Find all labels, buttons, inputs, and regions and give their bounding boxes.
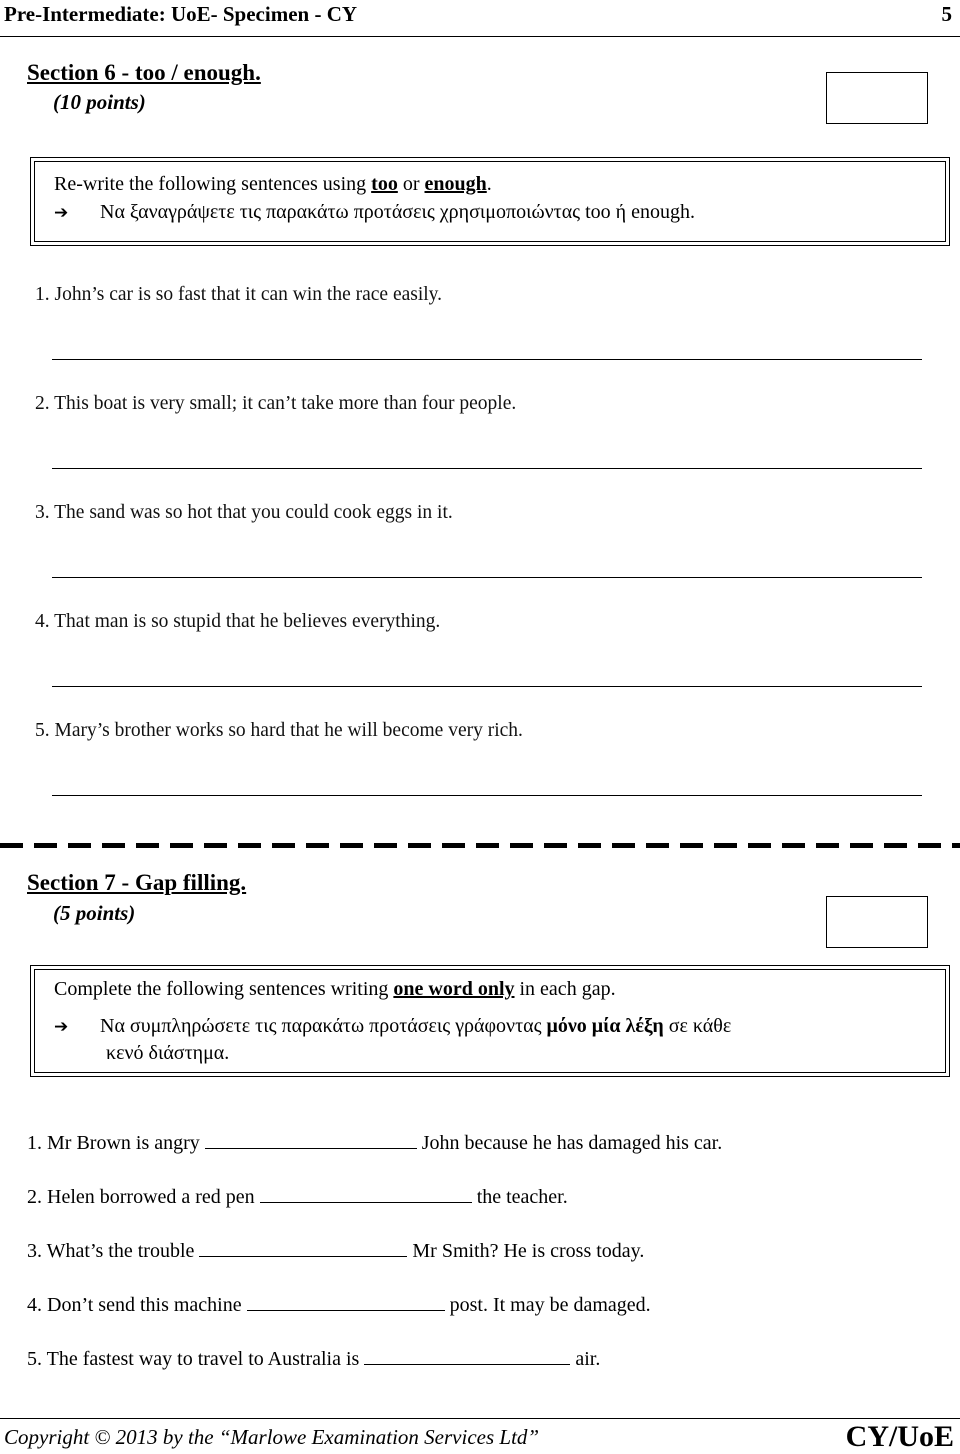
arrow-right-icon: ➔ (54, 1017, 69, 1037)
keyword-enough: enough (424, 173, 487, 195)
section-6-question-1: 1. John’s car is so fast that it can win the race easily. (35, 284, 443, 305)
section-7-points: (5 points) (53, 901, 136, 925)
keyword-too: too (371, 173, 398, 195)
gap-field-5[interactable] (364, 1346, 570, 1365)
section-7-score-box[interactable] (826, 896, 928, 948)
section-6-instructions-box (30, 157, 950, 246)
section-6-instruction-en: Re-write the following sentences using too or enough. (54, 173, 492, 195)
footer-rule (0, 1418, 960, 1419)
section-6-instruction-el: ➔ Να ξαναγράψετε τις παρακάτω προτάσεις χρησιμοποιώντας too ή enough. (54, 201, 695, 223)
keyword-one-word-only: one word only (393, 978, 515, 1000)
section-7-instruction-en: Complete the following sentences writing one word only in each gap. (54, 978, 616, 1000)
page-header-title: Pre-Intermediate: UoE- Specimen - CY (4, 2, 358, 26)
section-7-question-2: 2. Helen borrowed a red pen the teacher. (27, 1186, 568, 1208)
section-7-instruction-el: ➔ Να συμπληρώσετε τις παρακάτω προτάσεις γράφοντας μόνο μία λέξη σε κάθε (54, 1015, 732, 1037)
gap-field-3[interactable] (199, 1238, 407, 1257)
section-7-question-3: 3. What’s the trouble Mr Smith? He is cross today. (27, 1240, 645, 1262)
section-6-title: Section 6 - too / enough. (27, 60, 261, 85)
header-rule (0, 36, 960, 37)
section-6-question-5: 5. Mary’s brother works so hard that he will become very rich. (35, 720, 523, 741)
answer-line-3[interactable] (52, 577, 922, 578)
page-number: 5 (941, 2, 952, 26)
section-6-score-box[interactable] (826, 72, 928, 124)
section-7-title: Section 7 - Gap filling. (27, 870, 247, 895)
answer-line-1[interactable] (52, 359, 922, 360)
gap-field-1[interactable] (205, 1130, 417, 1149)
footer-code: CY/UoE (845, 1420, 954, 1453)
section-6-question-3: 3. The sand was so hot that you could cook eggs in it. (35, 502, 453, 523)
section-7-question-1: 1. Mr Brown is angry John because he has damaged his car. (27, 1132, 723, 1154)
arrow-right-icon: ➔ (54, 203, 69, 223)
answer-line-2[interactable] (52, 468, 922, 469)
section-7-question-4: 4. Don’t send this machine post. It may be damaged. (27, 1294, 651, 1316)
section-7-instruction-el-line2: κενό διάστημα. (106, 1042, 230, 1064)
section-6-points: (10 points) (53, 90, 146, 114)
answer-line-5[interactable] (52, 795, 922, 796)
section-6-question-2: 2. This boat is very small; it can’t take more than four people. (35, 393, 517, 414)
gap-field-2[interactable] (260, 1184, 472, 1203)
gap-field-4[interactable] (247, 1292, 445, 1311)
footer-copyright: Copyright © 2013 by the “Marlowe Examination Services Ltd” (4, 1425, 540, 1449)
answer-line-4[interactable] (52, 686, 922, 687)
section-7-question-5: 5. The fastest way to travel to Australia is air. (27, 1348, 601, 1370)
section-7-instructions-box (30, 965, 950, 1077)
section-divider (0, 843, 960, 848)
section-6-question-4: 4. That man is so stupid that he believes everything. (35, 611, 441, 632)
